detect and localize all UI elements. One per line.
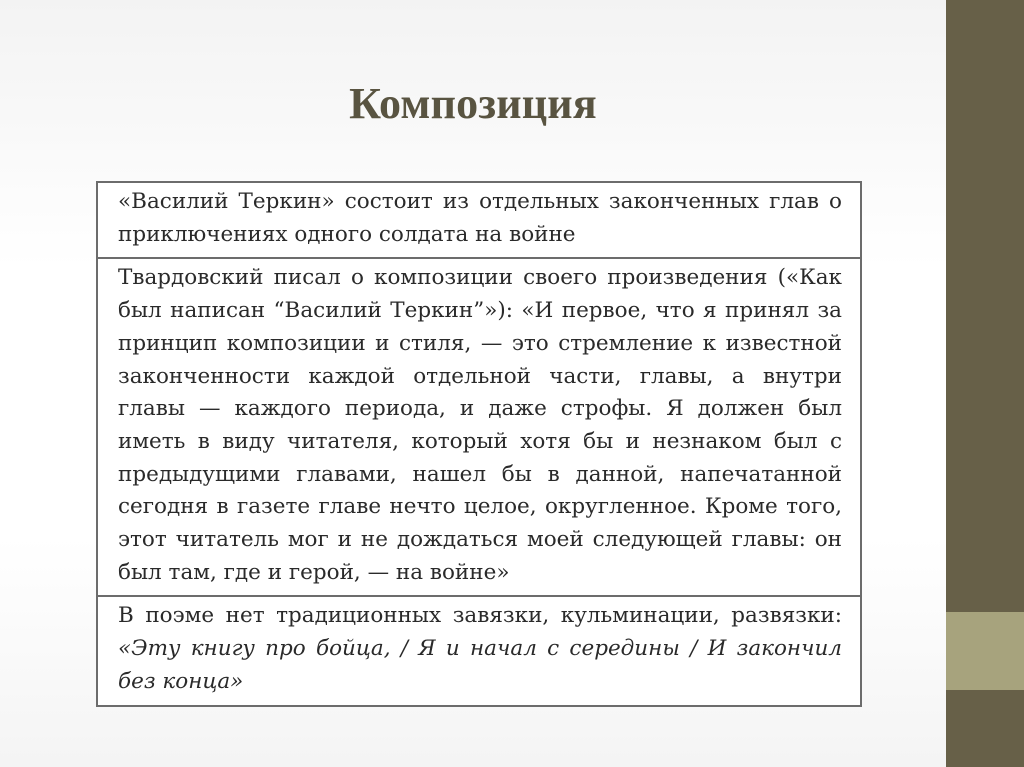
side-decoration-accent — [946, 612, 1024, 690]
table-row-3-text: В поэме нет традиционных завязки, кульминации, развязки: — [118, 603, 842, 629]
table-row-3 — [98, 595, 860, 704]
slide-title: Композиция — [349, 79, 597, 128]
table-row-3-quote: «Эту книгу про бойца, / Я и начал с середины / И закончил без конца» — [118, 636, 842, 694]
table-row-2: Твардовский писал о композиции своего произведения («Как был написан “Василий Теркин”»): «И первое, что я принял за принцип композиции и стиля, — это стремление к известной законченности каждой отдельной части, главы, а внутри главы — каждого периода, и даже строфы. Я должен был иметь в виду читателя, который хотя бы и незнаком был с предыдущими главами, нашел бы в данной, напечатанной сегодня в газете главе нечто целое, округленное. Кроме того, этот читатель мог и не дождаться моей следующей главы: он был там, где и герой, — на войне» — [98, 257, 860, 595]
table-row-1: «Василий Теркин» состоит из отдельных законченных глав о приключениях одного солдата на войне — [118, 189, 842, 247]
content-table — [96, 181, 862, 707]
